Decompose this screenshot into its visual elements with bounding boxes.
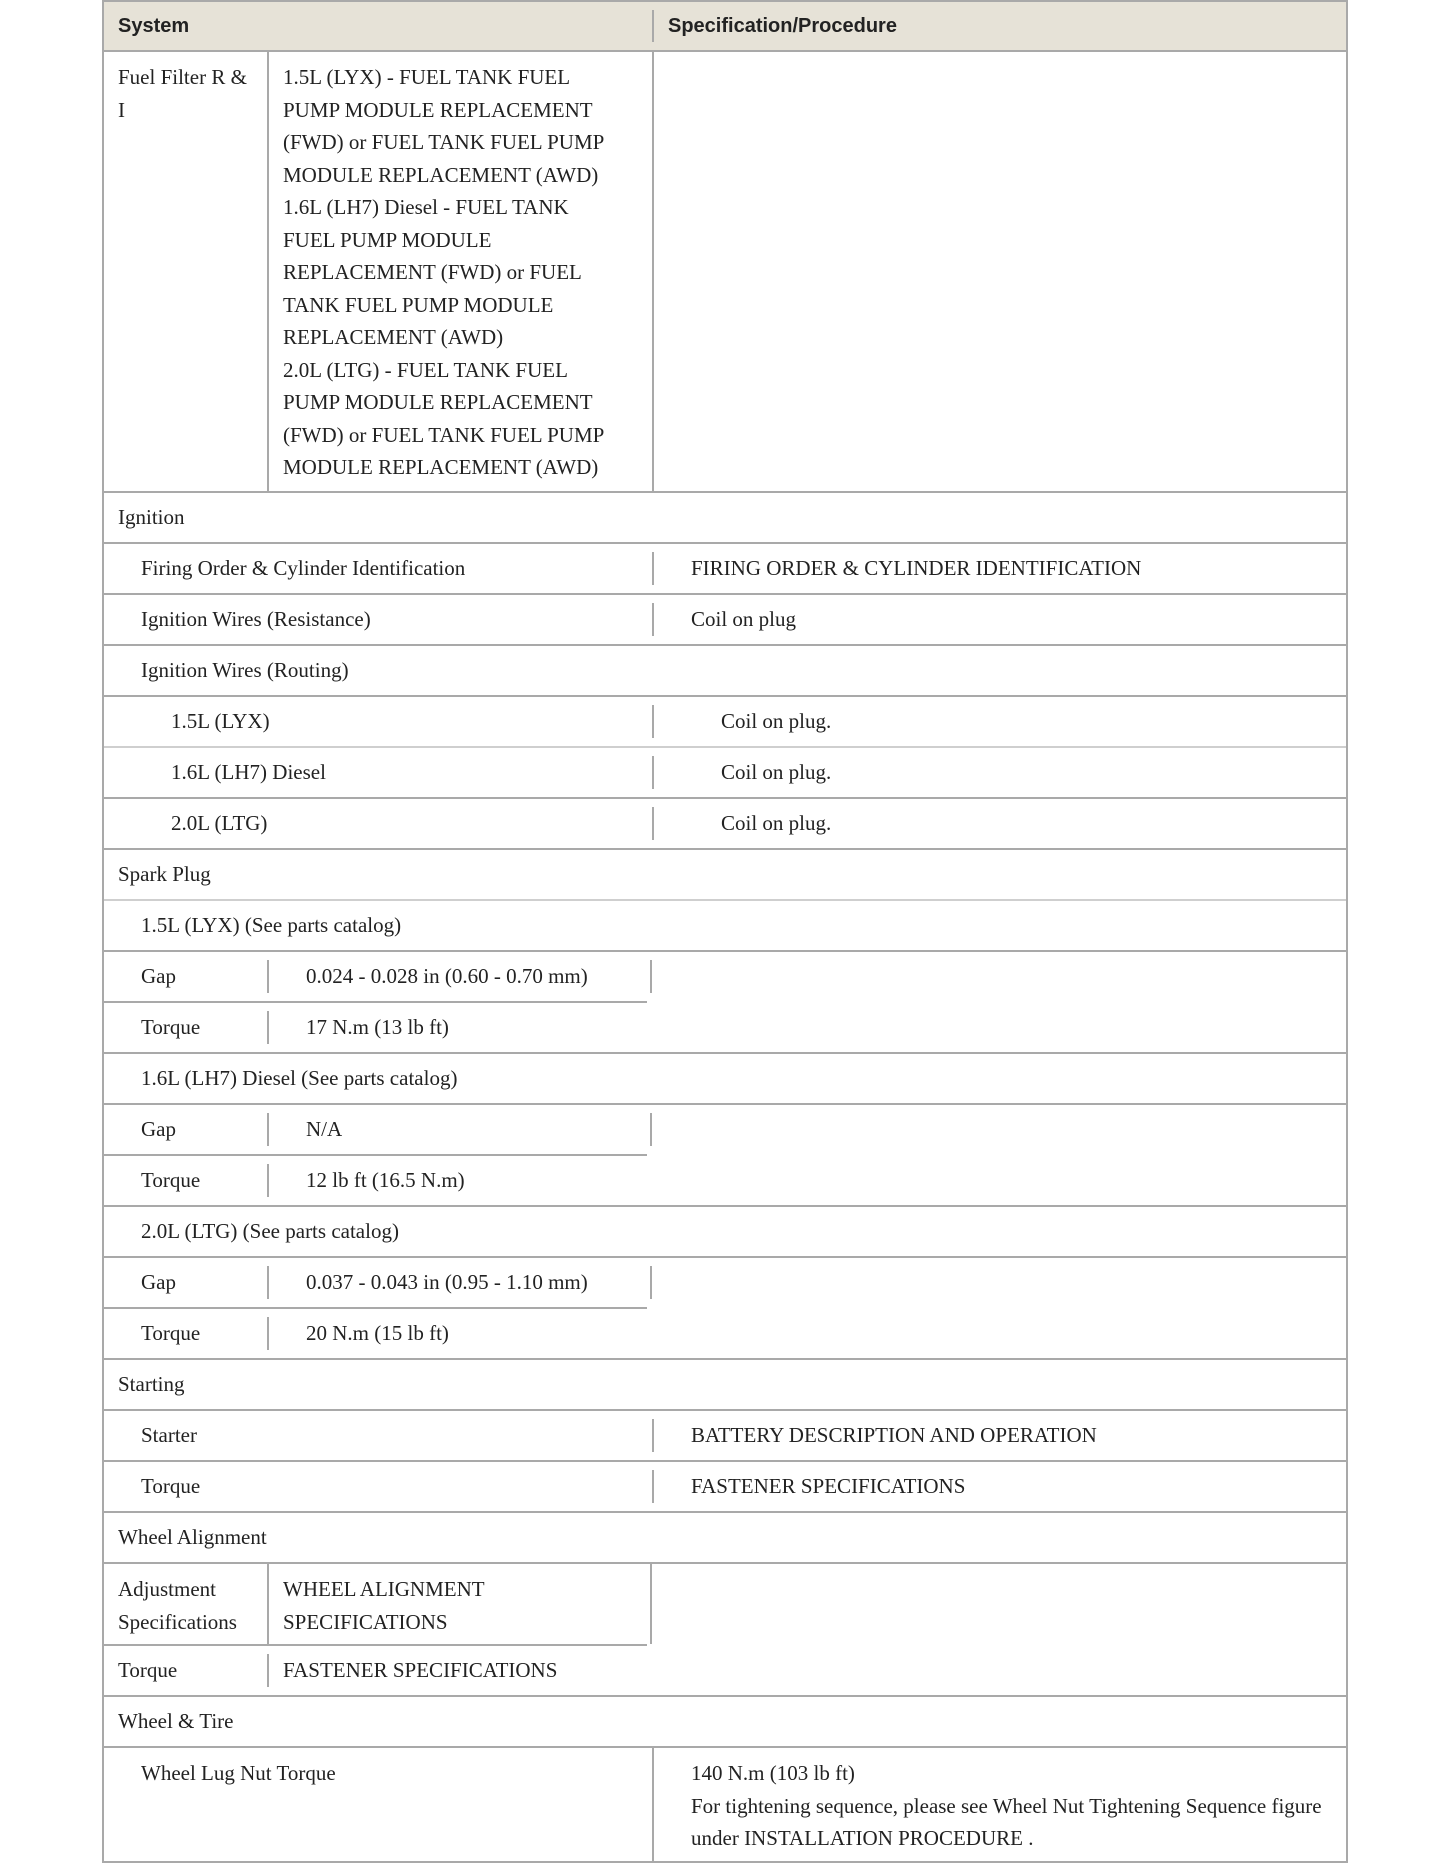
gap-label: Gap xyxy=(104,1266,269,1299)
starter-value: BATTERY DESCRIPTION AND OPERATION xyxy=(652,1419,1346,1452)
gap-value: N/A xyxy=(269,1113,652,1146)
wires-resistance-value: Coil on plug xyxy=(652,603,1346,636)
wires-resistance-label: Ignition Wires (Resistance) xyxy=(141,607,371,632)
lug-nut-label: Wheel Lug Nut Torque xyxy=(141,1761,336,1785)
torque-value: 12 lb ft (16.5 N.m) xyxy=(306,1168,465,1193)
routing-engine-value: Coil on plug. xyxy=(652,756,1346,789)
adjustment-label: Adjustment Specifications xyxy=(104,1564,269,1644)
table-row xyxy=(104,1409,1346,1460)
spark-engine-label: 2.0L (LTG) (See parts catalog) xyxy=(141,1219,399,1244)
routing-engine-label: 1.6L (LH7) Diesel xyxy=(171,760,326,785)
table-row xyxy=(104,1562,1346,1644)
fuel-filter-procedure-1: 1.5L (LYX) - FUEL TANK FUEL PUMP MODULE REPLACEMENT (FWD) or FUEL TANK FUEL PUMP MODULE REPLACEMENT (AWD) xyxy=(283,65,604,187)
table-row xyxy=(104,1460,1346,1511)
starting-torque-value: FASTENER SPECIFICATIONS xyxy=(652,1470,1346,1503)
spark-engine-label: 1.6L (LH7) Diesel (See parts catalog) xyxy=(141,1066,458,1091)
fuel-filter-spec xyxy=(652,52,1346,491)
gap-value: 0.024 - 0.028 in (0.60 - 0.70 mm) xyxy=(269,960,652,993)
wires-routing-label: Ignition Wires (Routing) xyxy=(141,658,349,683)
table-row xyxy=(104,1746,1346,1863)
table-row xyxy=(104,593,1346,644)
header-system: System xyxy=(118,14,190,37)
starting-torque-label: Torque xyxy=(141,1474,201,1499)
lug-nut-value: 140 N.m (103 lb ft) xyxy=(691,1761,855,1785)
section-spark-plug xyxy=(104,848,1346,899)
table-row xyxy=(104,695,1346,746)
table-row xyxy=(104,950,1346,1001)
gap-label: Gap xyxy=(104,960,269,993)
routing-engine-value: Coil on plug. xyxy=(652,807,1346,840)
lug-nut-spec xyxy=(652,1748,1346,1861)
spark-engine-label: 1.5L (LYX) (See parts catalog) xyxy=(141,913,402,938)
section-starting xyxy=(104,1358,1346,1409)
table-row xyxy=(104,1001,647,1052)
starter-label: Starter xyxy=(141,1423,197,1448)
section-ignition xyxy=(104,491,1346,542)
table-row xyxy=(104,542,1346,593)
firing-order-label: Firing Order & Cylinder Identification xyxy=(141,556,466,581)
table-row xyxy=(104,1644,647,1695)
table-row xyxy=(104,899,1346,950)
table-row xyxy=(104,1154,647,1205)
lug-nut-note: For tightening sequence, please see Wheel Nut Tightening Sequence figure under INSTALLATION PROCEDURE . xyxy=(691,1793,1322,1850)
section-wheel-alignment xyxy=(104,1511,1346,1562)
fuel-filter-procedure-3: 2.0L (LTG) - FUEL TANK FUEL PUMP MODULE REPLACEMENT (FWD) or FUEL TANK FUEL PUMP MODULE REPLACEMENT (AWD) xyxy=(283,357,604,479)
section-title: Wheel & Tire xyxy=(118,1709,234,1734)
fuel-filter-procedure-2: 1.6L (LH7) Diesel - FUEL TANK FUEL PUMP MODULE REPLACEMENT (FWD) or FUEL TANK FUEL PUMP MODULE REPLACEMENT (AWD) xyxy=(283,195,582,349)
torque-label: Torque xyxy=(104,1011,269,1044)
table-row xyxy=(104,1205,1346,1256)
table-row xyxy=(104,1052,1346,1103)
firing-order-value: FIRING ORDER & CYLINDER IDENTIFICATION xyxy=(652,552,1346,585)
routing-engine-label: 2.0L (LTG) xyxy=(171,811,268,836)
adjustment-value: WHEEL ALIGNMENT SPECIFICATIONS xyxy=(269,1564,652,1644)
section-title: Ignition xyxy=(118,505,185,530)
table-row xyxy=(104,1307,647,1358)
torque-label: Torque xyxy=(104,1317,269,1350)
torque-value: 20 N.m (15 lb ft) xyxy=(306,1321,449,1346)
table-row xyxy=(104,1103,1346,1154)
table-header xyxy=(104,0,1346,50)
table-row-fuel-filter xyxy=(104,50,1346,491)
fuel-filter-procedures xyxy=(269,52,652,491)
section-title: Starting xyxy=(118,1372,185,1397)
table-row xyxy=(104,797,1346,848)
gap-label: Gap xyxy=(104,1113,269,1146)
table-row xyxy=(104,746,1346,797)
torque-label: Torque xyxy=(104,1164,269,1197)
table-row xyxy=(104,1256,1346,1307)
torque-value: 17 N.m (13 lb ft) xyxy=(306,1015,449,1040)
routing-engine-value: Coil on plug. xyxy=(652,705,1346,738)
section-title: Wheel Alignment xyxy=(118,1525,267,1550)
routing-engine-label: 1.5L (LYX) xyxy=(171,709,270,734)
section-title: Spark Plug xyxy=(118,862,211,887)
alignment-torque-label: Torque xyxy=(104,1654,269,1687)
section-wheel-tire xyxy=(104,1695,1346,1746)
specifications-table xyxy=(102,0,1348,1863)
alignment-torque-value: FASTENER SPECIFICATIONS xyxy=(283,1658,558,1683)
empty-cell xyxy=(652,1564,1346,1644)
header-specification: Specification/Procedure xyxy=(652,10,1346,43)
table-row xyxy=(104,644,1346,695)
fuel-filter-label: Fuel Filter R & I xyxy=(104,52,269,491)
gap-value: 0.037 - 0.043 in (0.95 - 1.10 mm) xyxy=(269,1266,652,1299)
